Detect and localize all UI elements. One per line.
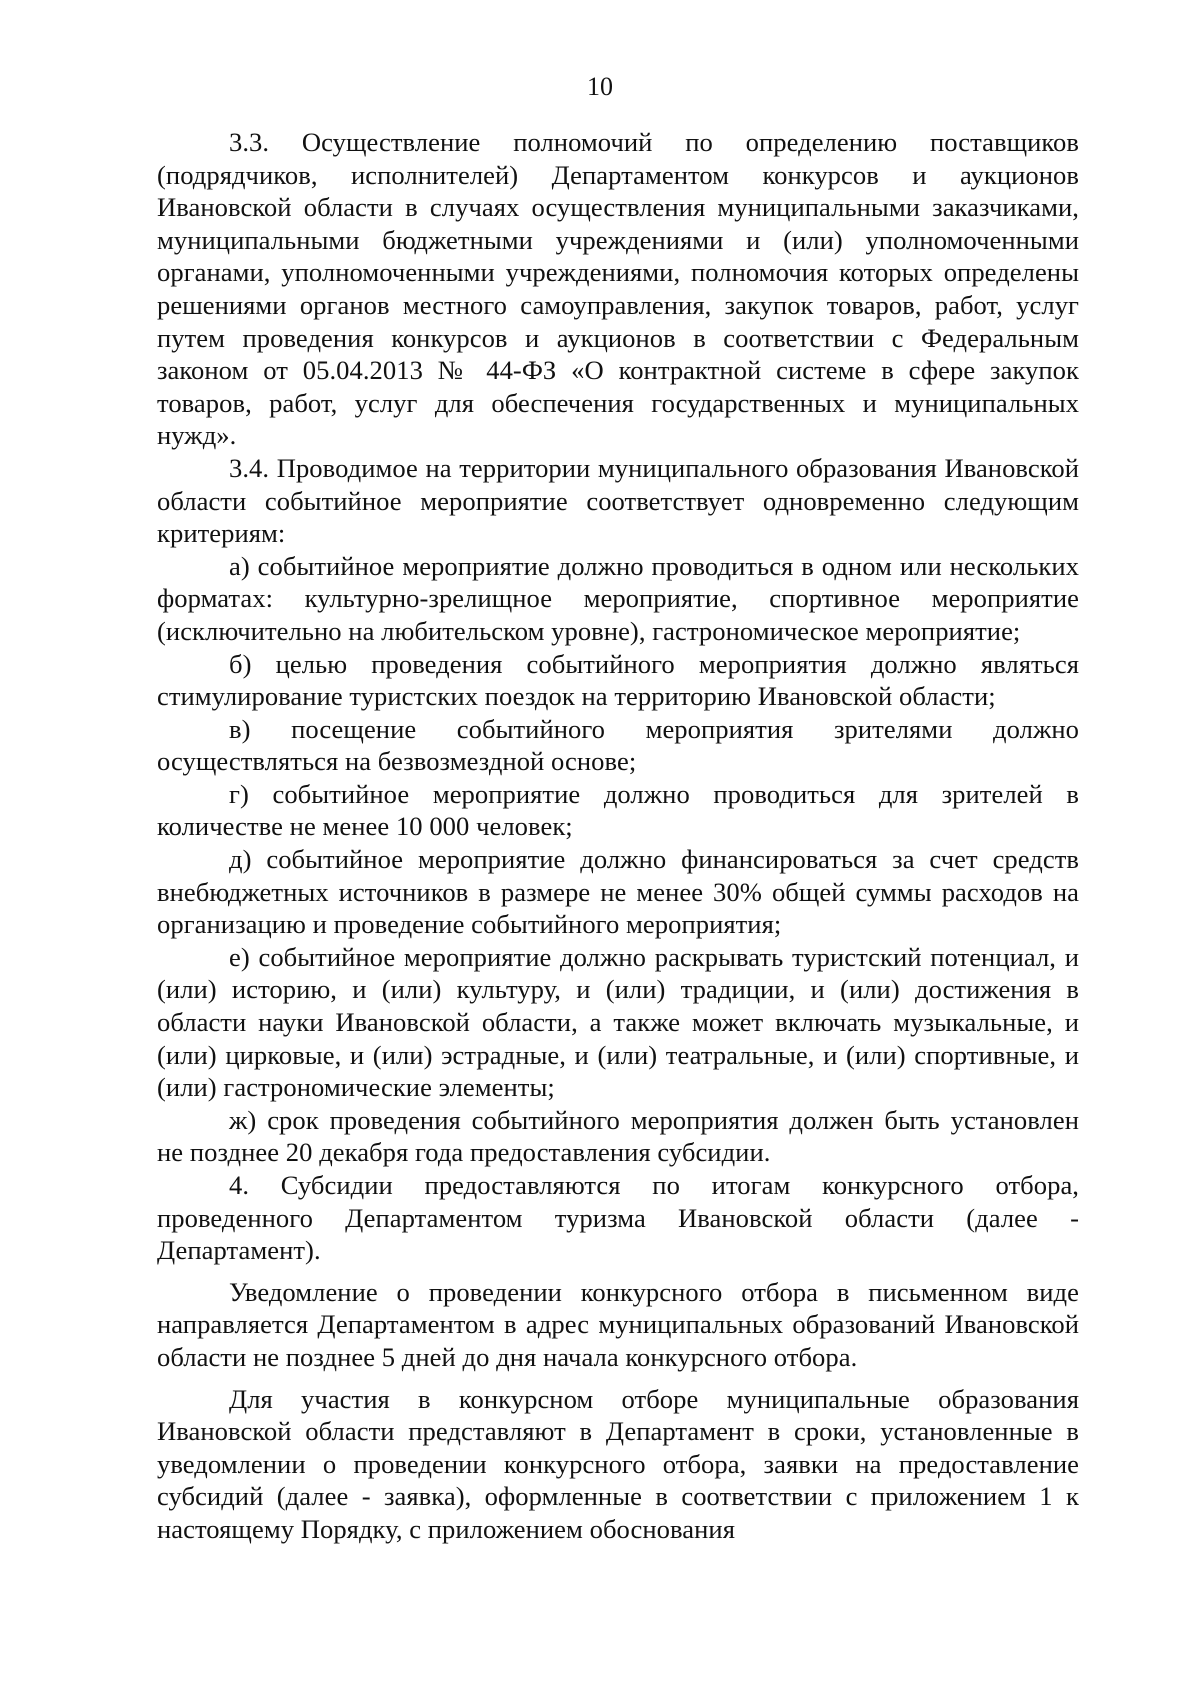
criterion-b: б) целью проведения событийного мероприятия должно являться стимулирование туристских поездок на территорию Ивановской области; xyxy=(157,648,1079,712)
criterion-g: г) событийное мероприятие должно проводиться для зрителей в количестве не менее 10 000 человек; xyxy=(157,778,1079,842)
paragraph-4: 4. Субсидии предоставляются по итогам конкурсного отбора, проведенного Департаментом туризма Ивановской области (далее - Департамент). xyxy=(157,1170,1079,1266)
criterion-v: в) посещение событийного мероприятия зрителями должно осуществляться на безвозмездной основе; xyxy=(157,713,1079,777)
criterion-d: д) событийное мероприятие должно финансироваться за счет средств внебюджетных источников в размере не менее 30% общей суммы расходов на организацию и проведение событийного мероприятия; xyxy=(157,844,1079,940)
paragraph-participation: Для участия в конкурсном отборе муниципальные образования Ивановской области представляют в Департамент в сроки, установленные в уведомлении о проведении конкурсного отбора, заявки на предоставление субсидий (далее - заявка), оформленные в соответствии с приложением 1 к настоящему Порядку, с приложением обоснования xyxy=(157,1383,1079,1544)
paragraph-notification: Уведомление о проведении конкурсного отбора в письменном виде направляется Департаментом в адрес муниципальных образований Ивановской области не позднее 5 дней до дня начала конкурсного отбора. xyxy=(157,1276,1079,1372)
criterion-zh: ж) срок проведения событийного мероприятия должен быть установлен не позднее 20 декабря года предоставления субсидии. xyxy=(157,1104,1079,1168)
document-body xyxy=(157,126,1079,1546)
criterion-e: е) событийное мероприятие должно раскрывать туристский потенциал, и (или) историю, и (или) культуру, и (или) традиции, и (или) достижения в области науки Ивановской области, а также может включать музыкальные, и (или) цирковые, и (или) эстрадные, и (или) театральные, и (или) спортивные, и (или) гастрономические элементы; xyxy=(157,941,1079,1103)
page-number: 10 xyxy=(587,72,613,101)
criterion-a: а) событийное мероприятие должно проводиться в одном или нескольких форматах: культурно-зрелищное мероприятие, спортивное мероприятие (исключительно на любительском уровне), гастрономическое мероприятие; xyxy=(157,550,1079,646)
paragraph-3-3: 3.3. Осуществление полномочий по определению поставщиков (подрядчиков, исполнителей) Департаментом конкурсов и аукционов Ивановской области в случаях осуществления муниципальными заказчиками, муниципальными бюджетными учреждениями и (или) уполномоченными органами, уполномоченными учреждениями, полномочия которых определены решениями органов местного самоуправления, закупок товаров, работ, услуг путем проведения конкурсов и аукционов в соответствии с Федеральным законом от 05.04.2013 № 44-ФЗ «О контрактной системе в сфере закупок товаров, работ, услуг для обеспечения государственных и муниципальных нужд». xyxy=(157,127,1079,451)
paragraph-3-4: 3.4. Проводимое на территории муниципального образования Ивановской области событийное мероприятие соответствует одновременно следующим критериям: xyxy=(157,452,1079,549)
